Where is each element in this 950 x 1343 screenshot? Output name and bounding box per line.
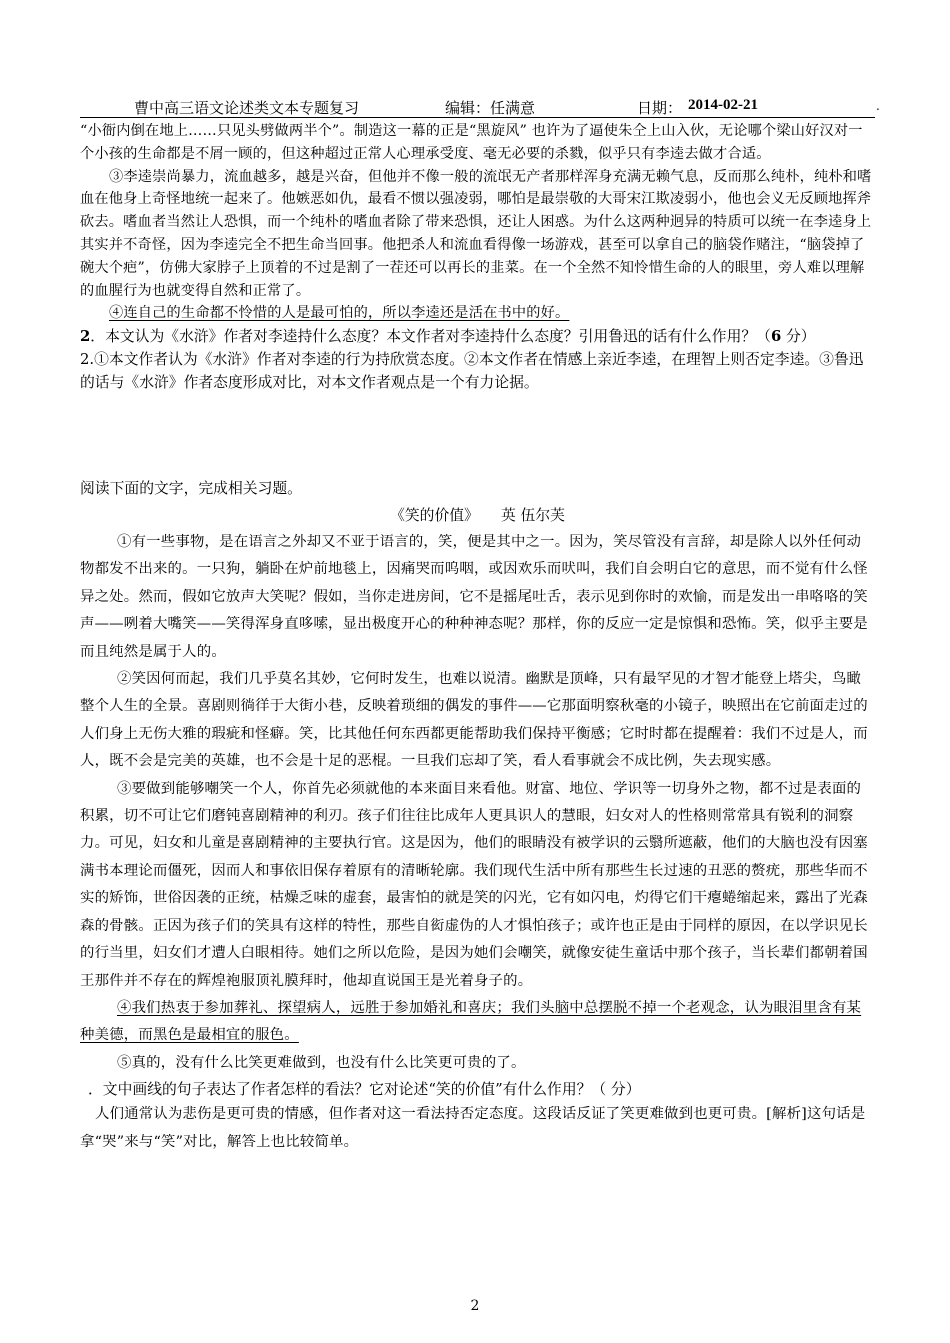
article-paragraph-2: ②笑因何而起，我们几乎莫名其妙，它何时发生，也难以说清。幽默是顶峰，只有最罕见的才智才能登上塔尖，鸟瞰整个人生的全景。喜剧则徜徉于大街小巷，反映着琐细的偶发的事件——它那面明察秋毫的小镜子，映照出在它前面走过的人们身上无伤大雅的瑕疵和怪癖。笑，比其他任何东西都更能帮助我们保持平衡感；它时时都在提醒着：我们不过是人，而人，既不会是完美的英雄，也不会是十足的恶棍。一旦我们忘却了笑，看人看事就会不成比例，失去现实感。 bbox=[80, 671, 868, 770]
article-paragraph-4 bbox=[80, 995, 875, 1050]
page-header bbox=[80, 95, 880, 118]
header-title: 曹中高三语文论述类文本专题复习 bbox=[134, 99, 360, 117]
section1-question bbox=[80, 325, 875, 348]
section1-question-score: 6 bbox=[770, 328, 782, 346]
header-date-label: 日期： bbox=[637, 99, 683, 117]
section1-question-number: 2 bbox=[80, 328, 91, 346]
section2 bbox=[80, 477, 875, 1156]
section2-answer: 人们通常认为悲伤是更可贵的情感，但作者对这一看法持否定态度。这段话反证了笑更难做到也更可贵。[解析]这句话是拿“哭”来与“笑”对比，解答上也比较简单。 bbox=[80, 1106, 866, 1150]
article-paragraph-4-underlined: ④我们热衷于参加葬礼、探望病人，远胜于参加婚礼和喜庆；我们头脑中总摆脱不掉一个老观念，认为眼泪里含有某种美德，而黑色是最相宜的服色。 bbox=[80, 999, 862, 1044]
header-date: 2014-02-21 bbox=[688, 97, 758, 113]
article-paragraph-1: ①有一些事物，是在语言之外却又不亚于语言的，笑，便是其中之一。因为，笑尽管没有言辞，却是除人以外任何动物都发不出来的。一只狗，躺卧在炉前地毯上，因痛哭而呜咽，或因欢乐而吠叫，我们自会明白它的意思，而不觉有什么怪异之处。然而，假如它放声大笑呢？假如，当你走进房间，它不是摇尾吐舌，表示见到你时的欢愉，而是发出一串咯咯的笑声——咧着大嘴笑——笑得浑身直哆嗦，显出极度开心的种种神态呢？那样，你的反应一定是惊惧和恐怖。笑，似乎主要是而且纯然是属于人的。 bbox=[80, 534, 868, 660]
article-paragraph-5: ⑤真的，没有什么比笑更难做到，也没有什么比笑更可贵的了。 bbox=[117, 1054, 526, 1071]
header-dot: . bbox=[876, 99, 880, 113]
section1-question-end: 分） bbox=[781, 328, 816, 346]
section1-paragraph-3-text: ④连自己的生命都不怜惜的人是最可怕的，所以李逵还是活在书中的好。 bbox=[109, 305, 570, 322]
section2-intro: 阅读下面的文字，完成相关习题。 bbox=[80, 480, 302, 497]
article-paragraph-3: ③要做到能够嘲笑一个人，你首先必须就他的本来面目来看他。财富、地位、学识等一切身外之物，都不过是表面的积累，切不可让它们磨钝喜剧精神的利刃。孩子们往往比成年人更具识人的慧眼，妇女对人的性格则常常具有锐利的洞察力。可见，妇女和儿童是喜剧精神的主要执行官。这是因为，他们的眼睛没有被学识的云翳所遮蔽，他们的大脑也没有因塞满书本理论而僵死，因而人和事依旧保存着原有的清晰轮廓。我们现代生活中所有那些生长过速的丑恶的赘疣，那些华而不实的矫饰，世俗因袭的正统，枯燥乏味的虚套，最害怕的就是笑的闪光，它有如闪电，灼得它们干瘪蜷缩起来，露出了光森森的骨骸。正因为孩子们的笑具有这样的特性，那些自衒虚伪的人才惧怕孩子；或许也正是由于同样的原因，在以学识见长的行当里，妇女们才遭人白眼相待。她们之所以危险，是因为她们会嘲笑，就像安徒生童话中那个孩子，当长辈们都朝着国王那件并不存在的辉煌袍服顶礼膜拜时，他却直说国王是光着身子的。 bbox=[80, 780, 868, 989]
section1 bbox=[80, 120, 875, 394]
section1-question-text: ．本文认为《水浒》作者对李逵持什么态度？本文作者对李逵持什么态度？引用鲁迅的话有什么作用？（ bbox=[90, 328, 771, 346]
section1-paragraph-1: “小衙内倒在地上……只见头劈做两半个”。制造这一幕的正是“黑旋风” 也许为了逼使朱仝上山入伙，无论哪个梁山好汉对一个小孩的生命都是不屑一顾的，但这种超过正常人心理承受度、毫无必要的杀戮，似乎只有李逵去做才合适。 bbox=[80, 123, 863, 162]
page-number: 2 bbox=[470, 1298, 480, 1314]
section1-answer: 2.①本文作者认为《水浒》作者对李逵的行为持欣赏态度。②本文作者在情感上亲近李逵，在理智上则否定李逵。③鲁迅的话与《水浒》作者态度形成对比，对本文作者观点是一个有力论据。 bbox=[80, 351, 864, 392]
header-editor: 编辑：任满意 bbox=[445, 99, 536, 117]
section1-paragraph-3 bbox=[80, 302, 875, 325]
section1-paragraph-2: ③李逵崇尚暴力，流血越多，越是兴奋，但他并不像一般的流氓无产者那样浑身充满无赖气息，反而那么纯朴，纯朴和嗜血在他身上奇怪地统一起来了。他嫉恶如仇，最看不惯以强凌弱，哪怕是最崇敬的大哥宋江欺凌弱小，他也会义无反顾地挥斧砍去。嗜血者当然让人恐惧，而一个纯朴的嗜血者除了带来恐惧，还让人困惑。为什么这两种迥异的特质可以统一在李逵身上 其实并不奇怪，因为李逵完全不把生命当回事。他把杀人和流血看得像一场游戏，甚至可以拿自己的脑袋作赌注，“脑袋掉了碗大个疤”，仿佛大家脖子上顶着的不过是割了一茬还可以再长的韭菜。在一个全然不知怜惜生命的人的眼里，旁人难以理解的血腥行为也就变得自然和正常了。 bbox=[80, 168, 872, 299]
section2-question: ．文中画线的句子表达了作者怎样的看法？它对论述“笑的价值”有什么作用？（ 分） bbox=[88, 1081, 641, 1099]
article-title: 《笑的价值》 英 伍尔芙 bbox=[390, 507, 565, 524]
